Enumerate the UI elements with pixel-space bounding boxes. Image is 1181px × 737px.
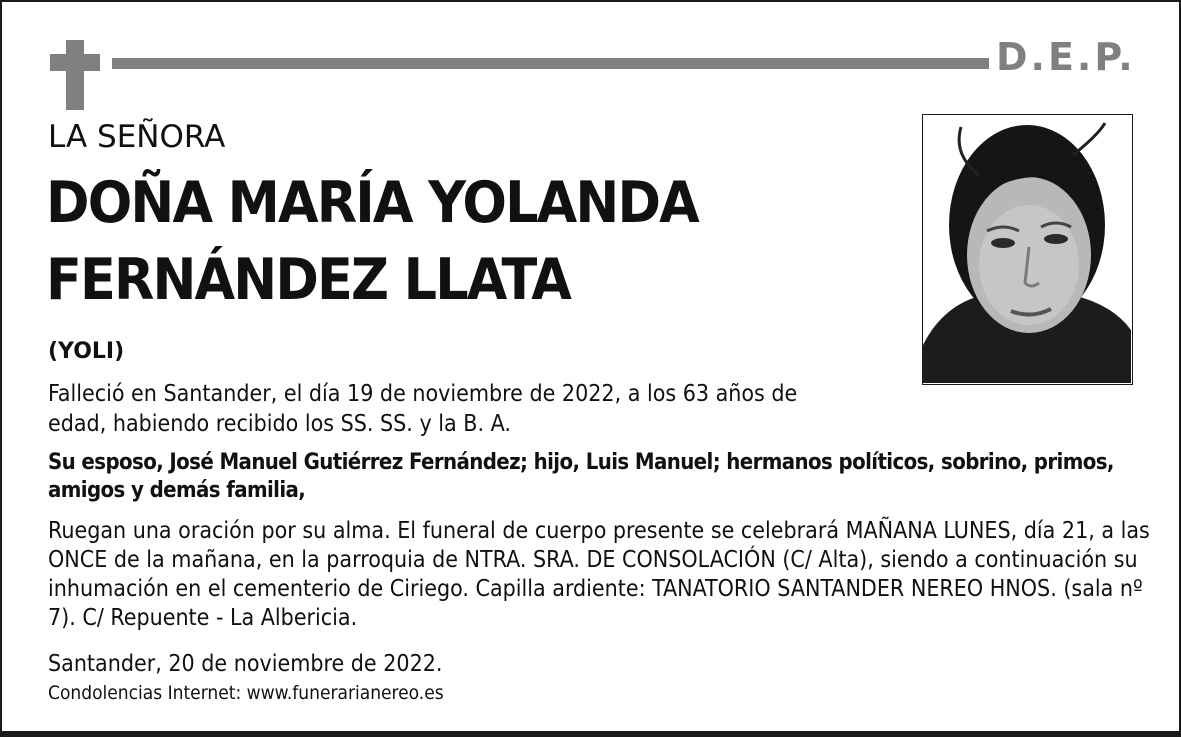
dep-label: D.E.P. — [996, 35, 1136, 79]
place-date: Santander, 20 de noviembre de 2022. — [48, 651, 443, 677]
deceased-nickname: (YOLI) — [48, 339, 125, 364]
family-list: Su esposo, José Manuel Gutiérrez Fernández; hijo, Luis Manuel; hermanos políticos, sobrino, primos, amigos y demás familia, — [48, 450, 1114, 503]
portrait-image — [923, 115, 1131, 383]
funeral-details: Ruegan una oración por su alma. El funeral de cuerpo presente se celebrará MAÑANA LUNES, día 21, a las ONCE de la mañana, en la parroquia de NTRA. SRA. DE CONSOLACIÓN (C/ Alta), siendo a continuación su inhumación en el cementerio de Ciriego. Capilla ardiente: TANATORIO SANTANDER NEREO HNOS. (sala nº 7). C/ Repuente - La Albericia. — [48, 518, 1150, 631]
condolences-line: Condolencias Internet: www.funerarianereo.es — [48, 682, 444, 704]
deceased-name-line1: DOÑA MARÍA YOLANDA — [46, 170, 698, 236]
deceased-photo — [922, 114, 1133, 385]
deceased-name-line2: FERNÁNDEZ LLATA — [46, 247, 571, 313]
cross-icon-bar — [50, 54, 100, 71]
title-prefix: LA SEÑORA — [48, 119, 226, 155]
death-notice-text: Falleció en Santander, el día 19 de noviembre de 2022, a los 63 años de edad, habiendo recibido los SS. SS. y la B. A. — [48, 381, 798, 437]
cross-icon — [66, 40, 84, 110]
header-rule — [112, 58, 989, 69]
